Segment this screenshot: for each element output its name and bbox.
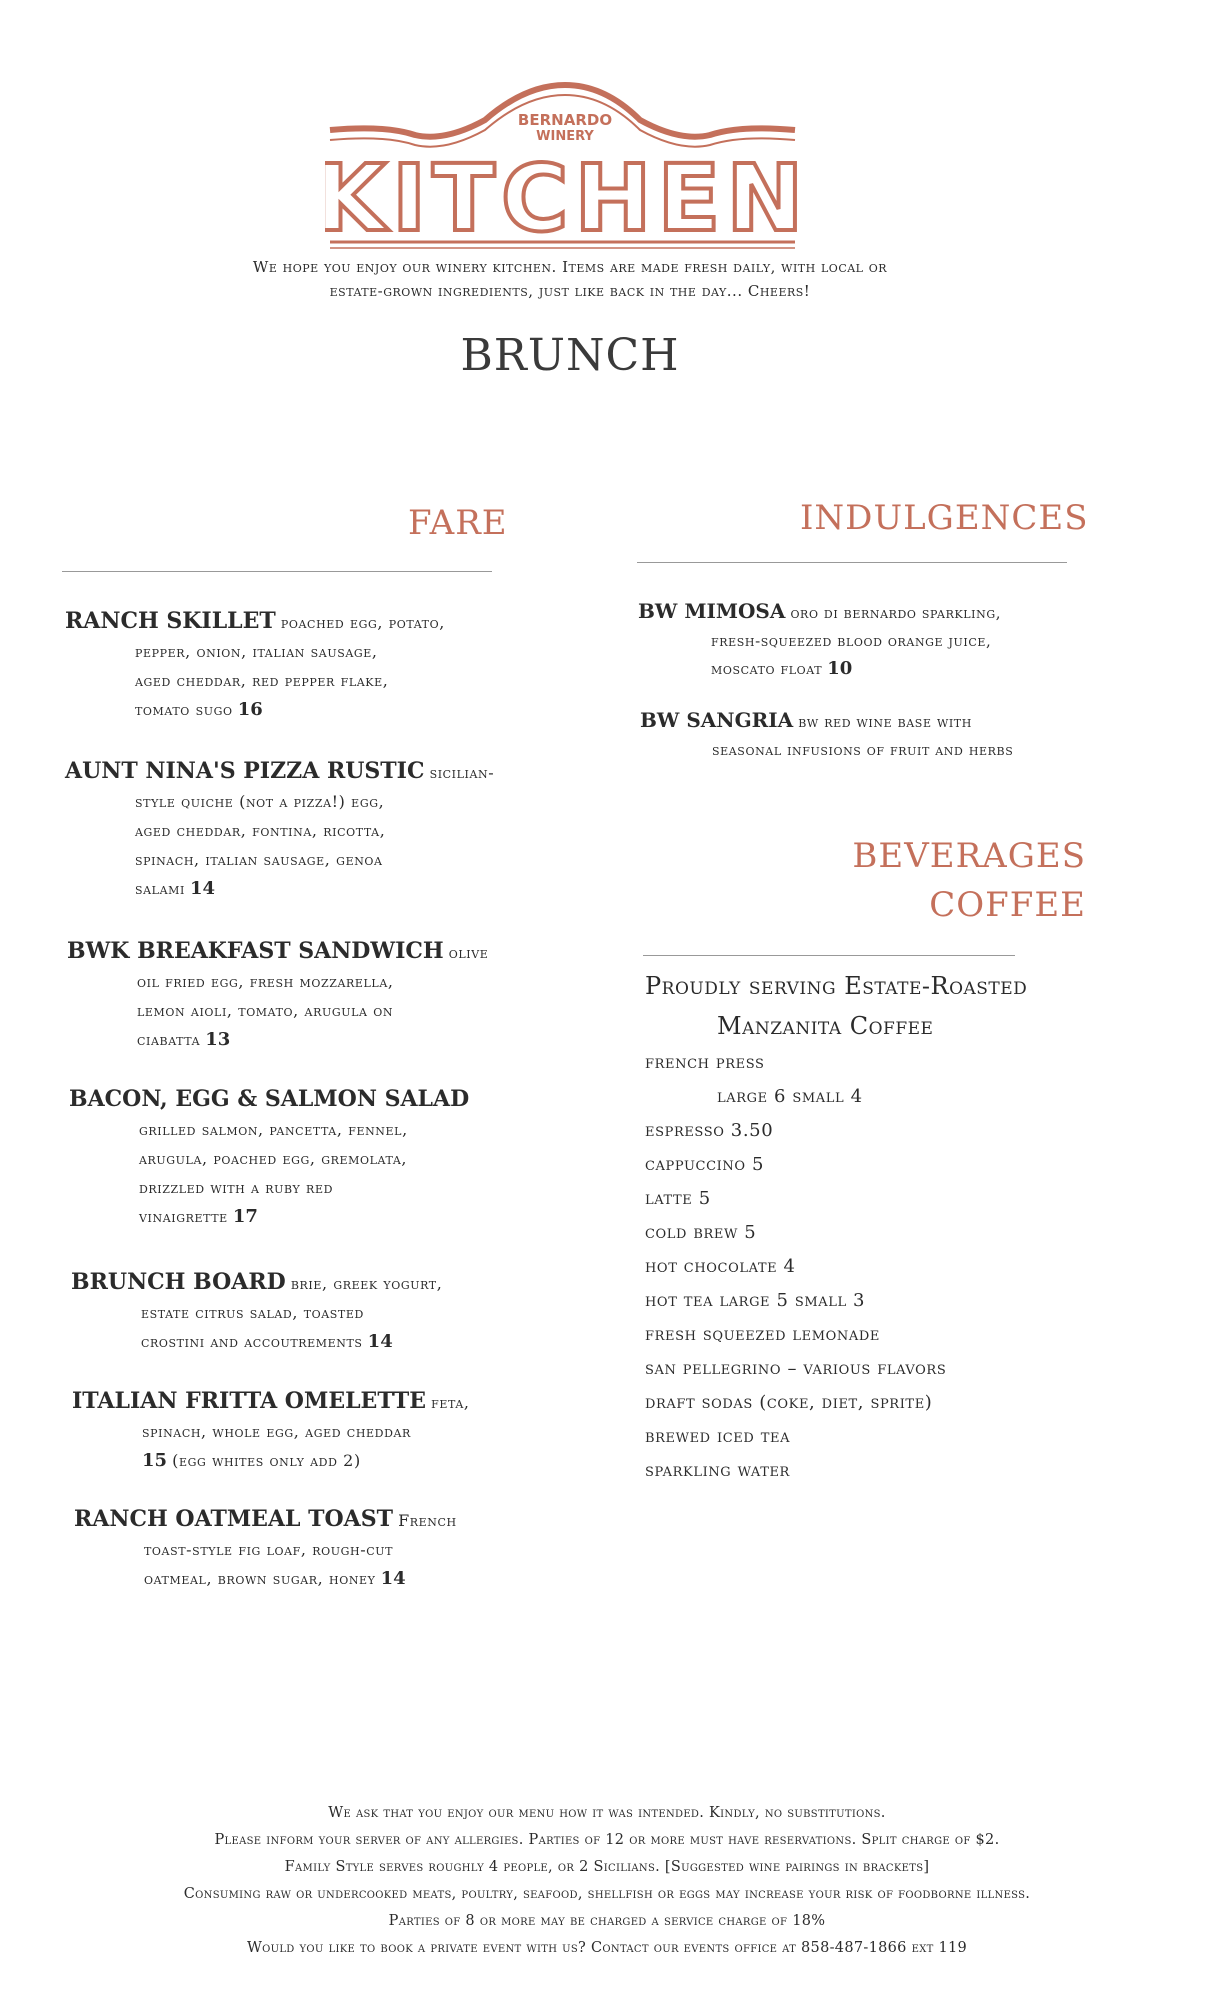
item-desc-line: toast-style fig loaf, rough-cut [144, 1540, 394, 1559]
footer-line: Would you like to book a private event with us? Contact our events office at 858-487-1866 ext 119 [246, 1940, 968, 1956]
item-extra: (egg whites only add 2) [172, 1451, 361, 1470]
item-desc-line: lemon aioli, tomato, arugula on [137, 1001, 394, 1020]
item-desc-line: oatmeal, brown sugar, honey [144, 1569, 376, 1588]
beverage-item: cappuccino 5 [645, 1154, 764, 1175]
beverage-item: cold brew 5 [645, 1222, 757, 1243]
beverage-item: hot tea large 5 small 3 [645, 1290, 866, 1311]
logo-small-text-2: WINERY [536, 129, 594, 144]
item-desc: feta, [431, 1393, 470, 1412]
item-name: BW MIMOSA [638, 599, 786, 623]
item-price: 14 [367, 1331, 393, 1352]
fare-item [74, 1505, 544, 1593]
item-desc: olive [448, 943, 489, 962]
item-desc-line: estate citrus salad, toasted [141, 1303, 364, 1322]
coffee-title: COFFEE [929, 885, 1086, 925]
logo-small-text-1: BERNARDO [517, 111, 613, 129]
logo-big-text: KITCHEN [325, 145, 800, 250]
footer-notes [60, 1800, 1154, 1962]
coffee-intro-line1: Proudly serving Estate-Roasted [645, 972, 1028, 1000]
item-price: 14 [190, 878, 216, 899]
item-price: 13 [205, 1029, 231, 1050]
item-desc-line: tomato sugo [135, 700, 233, 719]
coffee-intro-line2: Manzanita Coffee [717, 1012, 934, 1040]
footer-line: Family Style serves roughly 4 people, or 2 Sicilians. [Suggested wine pairings in brackets] [284, 1859, 930, 1875]
footer-line: Parties of 8 or more may be charged a service charge of 18% [388, 1913, 826, 1929]
beverage-item: hot chocolate 4 [645, 1256, 796, 1277]
item-desc-line: aged cheddar, red pepper flake, [135, 671, 389, 690]
item-desc-line: arugula, poached egg, gremolata, [139, 1149, 408, 1168]
item-desc-line: pepper, onion, italian sausage, [135, 642, 378, 661]
fare-item [69, 1085, 539, 1231]
item-name: RANCH OATMEAL TOAST [74, 1506, 393, 1532]
item-desc: bw red wine base with [798, 713, 972, 731]
indulgences-title: INDULGENCES [800, 498, 1089, 538]
item-desc: sicilian- [429, 763, 495, 782]
item-desc: oro di bernardo sparkling, [790, 604, 1002, 622]
item-name: RANCH SKILLET [65, 608, 276, 634]
fare-item [67, 937, 537, 1054]
logo-graphic [325, 80, 800, 250]
beverage-item: fresh squeezed lemonade [645, 1324, 880, 1345]
item-desc: poached egg, potato, [280, 613, 445, 632]
beverage-item: latte 5 [645, 1188, 711, 1209]
beverage-item: brewed iced tea [645, 1426, 791, 1447]
beverage-item: san pellegrino – various flavors [645, 1358, 947, 1379]
item-desc-line: grilled salmon, pancetta, fennel, [139, 1120, 408, 1139]
fare-title: FARE [408, 503, 508, 543]
beverage-list [645, 1046, 946, 1488]
beverage-item: draft sodas (coke, diet, sprite) [645, 1392, 933, 1413]
beverages-divider [643, 955, 1015, 956]
item-desc-line: spinach, italian sausage, genoa [135, 850, 383, 869]
item-price: 16 [237, 699, 263, 720]
item-desc-line: seasonal infusions of fruit and herbs [712, 741, 1014, 759]
indulgence-item [640, 706, 1130, 764]
item-desc-line: salami [135, 879, 185, 898]
item-name: BW SANGRIA [640, 708, 794, 732]
item-price: 14 [380, 1568, 406, 1589]
item-name: BRUNCH BOARD [71, 1269, 286, 1295]
item-price: 10 [827, 658, 853, 679]
item-desc-line: crostini and accoutrements [141, 1332, 363, 1351]
item-desc-line: style quiche (not a pizza!) egg, [135, 792, 385, 811]
item-name: BWK BREAKFAST SANDWICH [67, 938, 444, 964]
item-desc: brie, greek yogurt, [290, 1274, 443, 1293]
item-name: AUNT NINA'S PIZZA RUSTIC [65, 758, 425, 784]
footer-line: Please inform your server of any allergies. Parties of 12 or more must have reservations. Split charge of $2. [214, 1832, 1000, 1848]
fare-divider [62, 571, 492, 572]
footer-line: We ask that you enjoy our menu how it was intended. Kindly, no substitutions. [328, 1805, 886, 1821]
item-desc-line: aged cheddar, fontina, ricotta, [135, 821, 386, 840]
item-name: ITALIAN FRITTA OMELETTE [72, 1388, 427, 1414]
item-name: BACON, EGG & SALMON SALAD [69, 1086, 470, 1112]
coffee-intro [645, 966, 1027, 1046]
item-desc-line: spinach, whole egg, aged cheddar [142, 1422, 411, 1441]
item-price: 15 [142, 1450, 168, 1471]
indulgences-divider [637, 562, 1067, 563]
item-desc-line: fresh-squeezed blood orange juice, [711, 632, 992, 650]
item-price: 17 [232, 1206, 258, 1227]
fare-item [71, 1268, 541, 1356]
fare-item [72, 1387, 542, 1475]
tagline: We hope you enjoy our winery kitchen. Items are made fresh daily, with local or estate-grown ingredients, just like back in the day... Cheers! [252, 258, 888, 300]
indulgence-item [638, 597, 1118, 683]
beverages-title: BEVERAGES [852, 836, 1086, 876]
beverage-item: sparkling water [645, 1460, 790, 1481]
item-desc: French [398, 1511, 457, 1530]
beverage-item: french press [645, 1052, 765, 1073]
beverage-item: espresso 3.50 [645, 1120, 774, 1141]
item-desc-line: moscato float [711, 660, 823, 678]
fare-item [65, 607, 525, 724]
kitchen-logo [325, 80, 800, 250]
item-desc-line: vinaigrette [139, 1207, 228, 1226]
item-desc-line: drizzled with a ruby red [139, 1178, 333, 1197]
item-desc-line: oil fried egg, fresh mozzarella, [137, 972, 394, 991]
item-desc-line: ciabatta [137, 1030, 201, 1049]
fare-item [65, 757, 535, 903]
page-title: BRUNCH [460, 330, 680, 381]
footer-line: Consuming raw or undercooked meats, poultry, seafood, shellfish or eggs may increase your risk of foodborne illness. [183, 1886, 1031, 1902]
beverage-item: large 6 small 4 [717, 1086, 863, 1107]
